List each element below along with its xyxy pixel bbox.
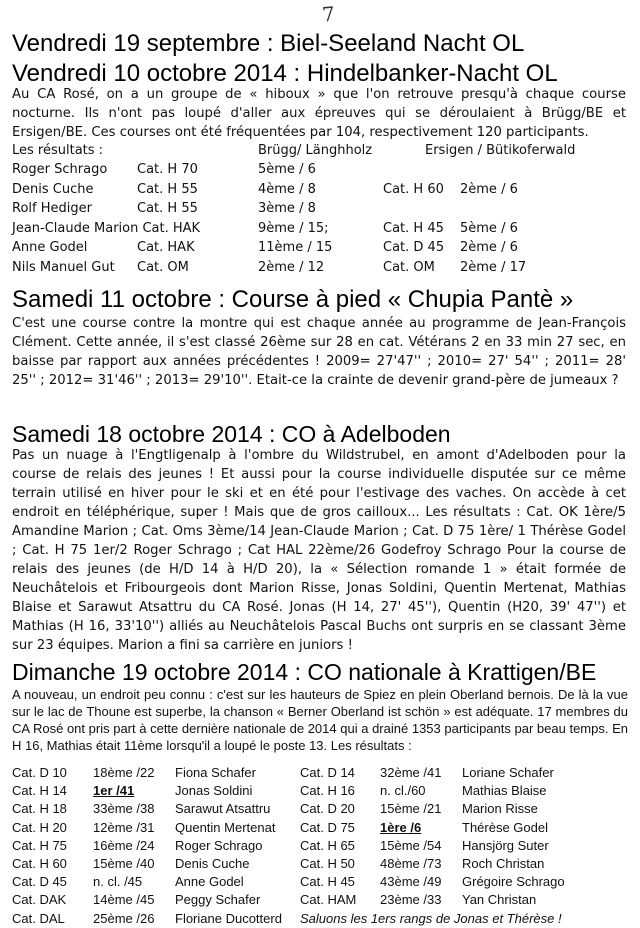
- category-right: Cat. D 20: [300, 801, 355, 817]
- result-category-ersigen: Cat. H 45: [383, 220, 444, 236]
- result-name: Roger Schrago: [12, 162, 108, 177]
- name-left: Quentin Mertenat: [175, 819, 276, 835]
- section-1-title-2: Vendredi 10 octobre 2014 : Hindelbanker-Nacht OL: [12, 60, 558, 87]
- section-4-text: A nouveau, un endroit peu connu : c'est sur les hauteurs de Spiez en plein Oberland bernois. De là la vue sur le lac de Thoune est superbe, la chanson « Berner Oberland ist schön » est adéquate. 17 membres du CA Rosé ont pris part à cette dernière nationale de 2014 qui a drainé 1353 participants par beau temps. En H 16, Mathias était 11ème lorsqu'il a loupé le poste 13. Les résultats :: [12, 687, 628, 753]
- name-right: Thérèse Godel: [462, 819, 548, 835]
- result-name: Jean-Claude Marion Cat. HAK: [12, 220, 201, 236]
- result-category: Cat. H 55: [137, 181, 198, 197]
- section-1-text: Au CA Rosé, on a un groupe de « hiboux » que l'on retrouve presqu'à chaque course nocturne. Ils n'ont pas loupé d'aller aux épreuves qui se déroulaient à Brügg/BE et Ersigen/BE. Ces courses ont été fréquentées par 104, respectivement 120 participants.: [12, 87, 626, 140]
- rank-right: 1ère /6: [380, 819, 422, 835]
- result-rank-ersigen: 2ème / 17: [460, 259, 527, 275]
- result-category: Cat. H 55: [137, 201, 198, 216]
- category-left: Cat. D 45: [12, 874, 67, 890]
- category-left: Cat. H 75: [12, 837, 67, 853]
- section-1-title-1: Vendredi 19 septembre : Biel-Seeland Nacht OL: [12, 30, 525, 57]
- result-rank-ersigen: 5ème / 6: [460, 220, 518, 236]
- result-rank-ersigen: 2ème / 6: [460, 240, 518, 255]
- category-right: Cat. H 50: [300, 856, 355, 871]
- page-number: 7: [321, 1, 336, 27]
- rank-left: 33ème /38: [93, 801, 155, 817]
- result-name: Anne Godel: [12, 240, 88, 255]
- result-category-ersigen: Cat. OM: [383, 259, 435, 275]
- section-4-title: Dimanche 19 octobre 2014 : CO nationale à Krattigen/BE: [12, 659, 597, 685]
- category-right: Cat. H 45: [300, 874, 355, 890]
- result-category: Cat. HAK: [137, 240, 195, 255]
- name-left: Fiona Schafer: [175, 765, 256, 780]
- category-left: Cat. DAK: [12, 892, 67, 908]
- results-label: Les résultats :: [12, 143, 104, 158]
- rank-left: 12ème /31: [93, 819, 155, 835]
- result-rank-brugg: 9ème / 15;: [258, 220, 329, 236]
- name-left: Peggy Schafer: [175, 892, 261, 908]
- result-category-ersigen: Cat. D 45: [383, 240, 445, 255]
- category-right: Cat. D 75: [300, 819, 355, 835]
- name-right: Grégoire Schrago: [462, 874, 565, 890]
- name-right: Mathias Blaise: [462, 783, 547, 799]
- rank-left: n. cl. /45: [93, 874, 143, 890]
- result-rank-brugg: 5ème / 6: [258, 162, 316, 177]
- section-2-text: C'est une course contre la montre qui est chaque année au programme de Jean-François Clément. Cette année, il s'est classé 26ème sur 28 en cat. Vétérans 2 en 33 min 27 sec, en baisse par rapport aux années précédentes ! 2009= 27'47'' ; 2010= 27' 54'' ; 2011= 28' 25'' ; 2012= 31'46'' ; 2013= 29'10''. Etait-ce la crainte de devenir grand-père de jumeaux ?: [12, 316, 626, 388]
- result-rank-brugg: 11ème / 15: [258, 240, 333, 255]
- category-left: Cat. H 18: [12, 801, 67, 817]
- results-head-brugg: Brügg/ Länghholz: [258, 143, 373, 158]
- category-left: Cat. H 60: [12, 856, 67, 871]
- result-category: Cat. OM: [137, 259, 189, 275]
- category-right: Cat. H 65: [300, 837, 355, 853]
- rank-right: 32ème /41: [380, 765, 442, 780]
- results-head-ersigen: Ersigen / Bütikoferwald: [425, 143, 576, 158]
- result-name: Denis Cuche: [12, 181, 94, 197]
- category-right: Cat. H 16: [300, 783, 355, 799]
- rank-right: 15ème /54: [380, 837, 442, 853]
- rank-left: 15ème /40: [93, 856, 155, 871]
- result-rank-ersigen: 2ème / 6: [460, 181, 518, 197]
- closing-note: Saluons les 1ers rangs de Jonas et Thérèse !: [300, 910, 562, 926]
- rank-left: 18ème /22: [93, 765, 155, 780]
- rank-right: 48ème /73: [380, 856, 442, 871]
- name-right: Yan Christan: [462, 892, 537, 908]
- name-right: Marion Risse: [462, 801, 538, 817]
- rank-right: n. cl./60: [380, 783, 426, 799]
- result-category: Cat. H 70: [137, 162, 198, 177]
- section-3-title: Samedi 18 octobre 2014 : CO à Adelboden: [12, 421, 451, 447]
- result-rank-brugg: 4ème / 8: [258, 181, 316, 197]
- category-left: Cat. DAL: [12, 910, 65, 926]
- rank-right: 43ème /49: [380, 874, 442, 890]
- name-right: Roch Christan: [462, 856, 545, 871]
- rank-left: 14ème /45: [93, 892, 155, 908]
- section-2-title: Samedi 11 octobre : Course à pied « Chupia Pantè »: [12, 286, 574, 313]
- rank-left: 16ème /24: [93, 837, 155, 853]
- section-3-text: Pas un nuage à l'Engtligenalp à l'ombre du Wildstrubel, en amont d'Adelboden pour la course de relais des jeunes ! Et aussi pour la course individuelle disputée sur ce même terrain utilisé en hiver pour le ski et en été pour l'estivage des vaches. On accède à cet endroit en téléphérique, super ! Mais que de gros cailloux... Les résultats : Cat. OK 1ère/5 Amandine Marion ; Cat. Oms 3ème/14 Jean-Claude Marion ; Cat. D 75 1ère/ 1 Thérèse Godel ; Cat. H 75 1er/2 Roger Schrago ; Cat HAL 22ème/26 Godefroy Schrago Pour la course de relais des jeunes (de H/D 14 à H/D 20), la « Sélection romande 1 » était formée de Neuchâtelois et Fribourgeois dont Marion Risse, Jonas Soldini, Quentin Mertenat, Mathias Blaise et Sarawut Atsattru du CA Rosé. Jonas (H 14, 27' 45''), Quentin (H20, 39' 47'') et Mathias (H 16, 33'10'') alliés au Neuchâtelois Pascal Buchs ont surpris en se classant 3ème sur 23 équipes. Marion a fini sa carrière en juniors !: [12, 448, 626, 653]
- rank-left: 25ème /26: [93, 910, 155, 926]
- name-left: Anne Godel: [175, 874, 244, 890]
- category-left: Cat. H 14: [12, 783, 67, 799]
- category-left: Cat. D 10: [12, 765, 67, 780]
- result-name: Rolf Hediger: [12, 201, 92, 216]
- result-rank-brugg: 3ème / 8: [258, 201, 316, 216]
- rank-left: 1er /41: [93, 783, 135, 799]
- result-category-ersigen: Cat. H 60: [383, 181, 444, 197]
- name-right: Hansjörg Suter: [462, 837, 549, 853]
- name-left: Denis Cuche: [175, 856, 250, 871]
- name-left: Jonas Soldini: [175, 783, 253, 799]
- name-left: Roger Schrago: [175, 837, 263, 853]
- result-name: Nils Manuel Gut: [12, 259, 115, 275]
- result-rank-brugg: 2ème / 12: [258, 259, 325, 275]
- name-left: Floriane Ducotterd: [175, 910, 282, 926]
- category-right: Cat. D 14: [300, 765, 355, 780]
- category-right: Cat. HAM: [300, 892, 357, 908]
- rank-right: 23ème /33: [380, 892, 442, 908]
- category-left: Cat. H 20: [12, 819, 67, 835]
- name-right: Loriane Schafer: [462, 765, 554, 780]
- rank-right: 15ème /21: [380, 801, 442, 817]
- name-left: Sarawut Atsattru: [175, 801, 271, 817]
